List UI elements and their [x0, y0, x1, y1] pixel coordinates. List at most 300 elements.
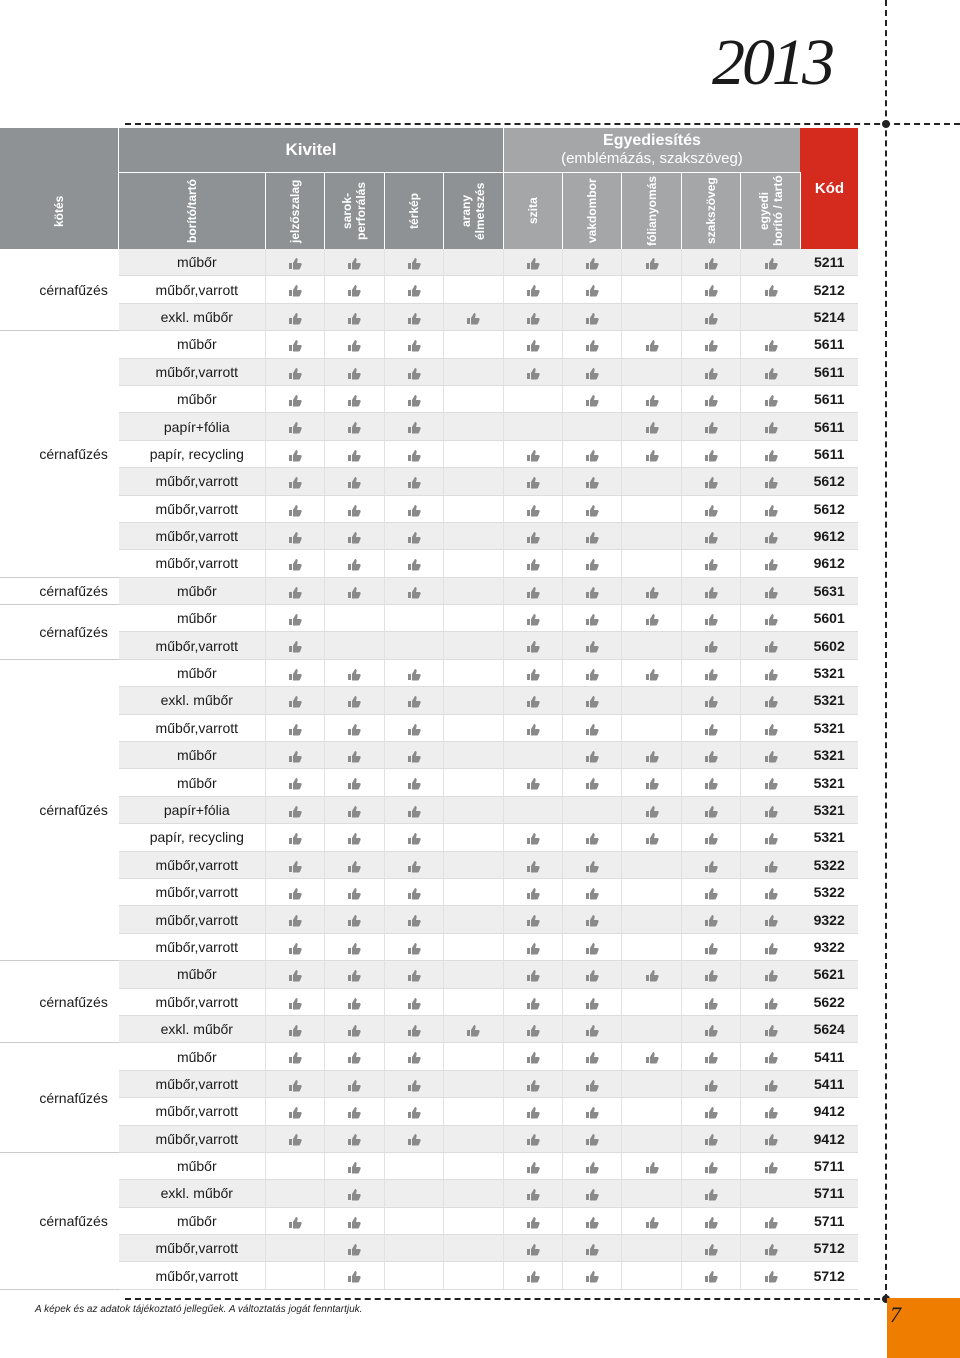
column-header-label: borító/tartó: [185, 179, 200, 243]
option-cell: [265, 495, 324, 522]
material-cell: műbőr,varrott: [119, 632, 265, 659]
code-cell: 5622: [800, 988, 858, 1015]
thumbs-up-icon: [585, 504, 599, 517]
thumbs-up-icon: [347, 1024, 361, 1037]
thumbs-up-icon: [288, 558, 302, 571]
option-cell: [741, 632, 801, 659]
material-cell: műbőr: [119, 961, 265, 988]
option-cell: [325, 742, 384, 769]
option-cell: [622, 303, 681, 330]
table-row: [0, 714, 858, 741]
thumbs-up-icon: [645, 777, 659, 790]
material-cell: műbőr,varrott: [119, 1098, 265, 1125]
option-cell: [325, 440, 384, 467]
thumbs-up-icon: [526, 1270, 540, 1283]
thumbs-up-icon: [764, 1106, 778, 1119]
option-cell: [265, 276, 324, 303]
option-cell: [503, 988, 562, 1015]
option-cell: [265, 1070, 324, 1097]
column-header: [325, 173, 384, 250]
table-row: [0, 906, 858, 933]
thumbs-up-icon: [645, 1051, 659, 1064]
option-cell: [741, 933, 801, 960]
thumbs-up-icon: [764, 531, 778, 544]
thumbs-up-icon: [347, 750, 361, 763]
option-cell: [503, 769, 562, 796]
option-cell: [444, 933, 503, 960]
option-cell: [741, 1235, 801, 1262]
option-cell: [503, 1152, 562, 1179]
option-cell: [741, 550, 801, 577]
option-cell: [444, 1125, 503, 1152]
option-cell: [622, 796, 681, 823]
thumbs-up-icon: [764, 723, 778, 736]
option-cell: [444, 769, 503, 796]
option-cell: [503, 413, 562, 440]
table-row: [0, 1235, 858, 1262]
option-cell: [444, 249, 503, 276]
thumbs-up-icon: [585, 640, 599, 653]
option-cell: [681, 1207, 740, 1234]
option-cell: [444, 687, 503, 714]
thumbs-up-icon: [347, 421, 361, 434]
option-cell: [384, 1152, 443, 1179]
thumbs-up-icon: [288, 476, 302, 489]
option-cell: [503, 331, 562, 358]
option-cell: [444, 495, 503, 522]
thumbs-up-icon: [407, 969, 421, 982]
option-cell: [384, 522, 443, 549]
option-cell: [622, 550, 681, 577]
top-cut-line: [125, 123, 960, 125]
thumbs-up-icon: [704, 367, 718, 380]
option-cell: [741, 1043, 801, 1070]
thumbs-up-icon: [347, 1079, 361, 1092]
thumbs-up-icon: [645, 1216, 659, 1229]
thumbs-up-icon: [347, 339, 361, 352]
column-header: [622, 173, 681, 250]
thumbs-up-icon: [407, 832, 421, 845]
option-cell: [503, 933, 562, 960]
option-cell: [265, 878, 324, 905]
table-row: [0, 742, 858, 769]
code-cell: 5611: [800, 385, 858, 412]
thumbs-up-icon: [645, 586, 659, 599]
option-cell: [503, 385, 562, 412]
option-cell: [384, 249, 443, 276]
thumbs-up-icon: [288, 914, 302, 927]
thumbs-up-icon: [347, 942, 361, 955]
thumbs-up-icon: [764, 1270, 778, 1283]
egyediesites-subtitle: (emblémázás, szakszöveg): [561, 150, 743, 167]
option-cell: [562, 1152, 621, 1179]
option-cell: [681, 961, 740, 988]
table-row: [0, 961, 858, 988]
option-cell: [741, 796, 801, 823]
code-cell: 9612: [800, 522, 858, 549]
option-cell: [622, 906, 681, 933]
option-cell: [681, 468, 740, 495]
thumbs-up-icon: [288, 832, 302, 845]
year-title: 2013: [712, 26, 832, 99]
option-cell: [622, 522, 681, 549]
option-cell: [503, 878, 562, 905]
option-cell: [622, 824, 681, 851]
thumbs-up-icon: [526, 312, 540, 325]
option-cell: [622, 933, 681, 960]
thumbs-up-icon: [407, 750, 421, 763]
thumbs-up-icon: [347, 805, 361, 818]
material-cell: műbőr: [119, 1152, 265, 1179]
option-cell: [681, 1043, 740, 1070]
option-cell: [325, 550, 384, 577]
thumbs-up-icon: [526, 942, 540, 955]
thumbs-up-icon: [585, 997, 599, 1010]
option-cell: [265, 468, 324, 495]
material-cell: műbőr: [119, 605, 265, 632]
option-cell: [265, 714, 324, 741]
option-cell: [681, 714, 740, 741]
code-cell: 5631: [800, 577, 858, 604]
option-cell: [741, 522, 801, 549]
thumbs-up-icon: [764, 586, 778, 599]
thumbs-up-icon: [288, 723, 302, 736]
thumbs-up-icon: [764, 1133, 778, 1146]
thumbs-up-icon: [764, 558, 778, 571]
option-cell: [384, 550, 443, 577]
thumbs-up-icon: [704, 640, 718, 653]
option-cell: [325, 1180, 384, 1207]
code-cell: 5321: [800, 824, 858, 851]
option-cell: [741, 468, 801, 495]
option-cell: [384, 577, 443, 604]
header-blank: [0, 128, 119, 173]
option-cell: [444, 1235, 503, 1262]
option-cell: [681, 1262, 740, 1289]
option-cell: [503, 796, 562, 823]
option-cell: [265, 1125, 324, 1152]
thumbs-up-icon: [764, 1051, 778, 1064]
option-cell: [681, 632, 740, 659]
column-header-label: térkép: [406, 192, 421, 230]
thumbs-up-icon: [407, 1106, 421, 1119]
code-cell: 9322: [800, 933, 858, 960]
option-cell: [741, 742, 801, 769]
option-cell: [444, 1015, 503, 1042]
option-cell: [444, 796, 503, 823]
option-cell: [503, 1070, 562, 1097]
code-cell: 5411: [800, 1070, 858, 1097]
table-row: [0, 1043, 858, 1070]
option-cell: [325, 714, 384, 741]
thumbs-up-icon: [704, 257, 718, 270]
option-cell: [384, 276, 443, 303]
thumbs-up-icon: [347, 1216, 361, 1229]
option-cell: [503, 440, 562, 467]
option-cell: [444, 1098, 503, 1125]
option-cell: [384, 687, 443, 714]
option-cell: [741, 1180, 801, 1207]
thumbs-up-icon: [704, 531, 718, 544]
option-cell: [325, 358, 384, 385]
option-cell: [681, 495, 740, 522]
option-cell: [681, 878, 740, 905]
option-cell: [503, 1043, 562, 1070]
thumbs-up-icon: [764, 504, 778, 517]
table-row: [0, 358, 858, 385]
thumbs-up-icon: [407, 668, 421, 681]
thumbs-up-icon: [585, 723, 599, 736]
material-cell: műbőr,varrott: [119, 1125, 265, 1152]
thumbs-up-icon: [585, 312, 599, 325]
option-cell: [503, 1180, 562, 1207]
option-cell: [622, 331, 681, 358]
thumbs-up-icon: [585, 1106, 599, 1119]
thumbs-up-icon: [526, 1188, 540, 1201]
option-cell: [741, 1125, 801, 1152]
thumbs-up-icon: [288, 284, 302, 297]
thumbs-up-icon: [645, 668, 659, 681]
thumbs-up-icon: [526, 284, 540, 297]
thumbs-up-icon: [288, 1216, 302, 1229]
thumbs-up-icon: [526, 640, 540, 653]
kotes-cell: cérnafűzés: [28, 1043, 119, 1153]
thumbs-up-icon: [764, 1216, 778, 1229]
code-cell: 5321: [800, 796, 858, 823]
table-row: [0, 385, 858, 412]
thumbs-up-icon: [704, 997, 718, 1010]
option-cell: [444, 358, 503, 385]
thumbs-up-icon: [704, 942, 718, 955]
option-cell: [562, 906, 621, 933]
thumbs-up-icon: [526, 668, 540, 681]
option-cell: [265, 1262, 324, 1289]
option-cell: [384, 1015, 443, 1042]
table-row: [0, 249, 858, 276]
code-cell: 5321: [800, 687, 858, 714]
kotes-cell: cérnafűzés: [28, 1152, 119, 1289]
thumbs-up-icon: [407, 887, 421, 900]
thumbs-up-icon: [347, 449, 361, 462]
option-cell: [265, 742, 324, 769]
option-cell: [265, 1098, 324, 1125]
thumbs-up-icon: [288, 1133, 302, 1146]
table-row: [0, 1180, 858, 1207]
option-cell: [622, 714, 681, 741]
table-row: [0, 413, 858, 440]
thumbs-up-icon: [288, 997, 302, 1010]
thumbs-up-icon: [407, 504, 421, 517]
thumbs-up-icon: [585, 777, 599, 790]
option-cell: [384, 440, 443, 467]
thumbs-up-icon: [585, 750, 599, 763]
option-cell: [325, 1125, 384, 1152]
option-cell: [503, 824, 562, 851]
thumbs-up-icon: [407, 777, 421, 790]
thumbs-up-icon: [347, 1243, 361, 1256]
option-cell: [741, 1015, 801, 1042]
thumbs-up-icon: [585, 1243, 599, 1256]
table-row: [0, 824, 858, 851]
option-cell: [741, 303, 801, 330]
column-header-label: szita: [525, 197, 540, 225]
thumbs-up-icon: [585, 1024, 599, 1037]
thumbs-up-icon: [704, 1079, 718, 1092]
thumbs-up-icon: [407, 421, 421, 434]
table-row: [0, 276, 858, 303]
column-header: [384, 173, 443, 250]
option-cell: [741, 988, 801, 1015]
thumbs-up-icon: [526, 476, 540, 489]
material-cell: exkl. műbőr: [119, 1015, 265, 1042]
thumbs-up-icon: [407, 914, 421, 927]
thumbs-up-icon: [585, 860, 599, 873]
option-cell: [325, 1235, 384, 1262]
row-spacer: [0, 1043, 28, 1153]
thumbs-up-icon: [347, 997, 361, 1010]
option-cell: [503, 1098, 562, 1125]
option-cell: [325, 413, 384, 440]
thumbs-up-icon: [704, 805, 718, 818]
option-cell: [384, 495, 443, 522]
thumbs-up-icon: [585, 1270, 599, 1283]
thumbs-up-icon: [704, 1188, 718, 1201]
option-cell: [503, 714, 562, 741]
option-cell: [444, 331, 503, 358]
code-cell: 5624: [800, 1015, 858, 1042]
thumbs-up-icon: [347, 887, 361, 900]
option-cell: [741, 659, 801, 686]
option-cell: [562, 1098, 621, 1125]
material-cell: műbőr,varrott: [119, 550, 265, 577]
option-cell: [741, 385, 801, 412]
code-cell: 5411: [800, 1043, 858, 1070]
option-cell: [444, 577, 503, 604]
option-cell: [741, 1207, 801, 1234]
option-cell: [325, 824, 384, 851]
option-cell: [503, 276, 562, 303]
thumbs-up-icon: [585, 887, 599, 900]
option-cell: [325, 468, 384, 495]
option-cell: [622, 276, 681, 303]
thumbs-up-icon: [288, 860, 302, 873]
table-row: [0, 468, 858, 495]
option-cell: [622, 878, 681, 905]
thumbs-up-icon: [347, 476, 361, 489]
column-header-label: szakszöveg: [704, 177, 719, 245]
thumbs-up-icon: [526, 367, 540, 380]
thumbs-up-icon: [704, 860, 718, 873]
option-cell: [741, 769, 801, 796]
option-cell: [562, 468, 621, 495]
option-cell: [503, 659, 562, 686]
option-cell: [741, 413, 801, 440]
code-cell: 5612: [800, 468, 858, 495]
thumbs-up-icon: [526, 1133, 540, 1146]
option-cell: [741, 249, 801, 276]
code-cell: 5611: [800, 440, 858, 467]
thumbs-up-icon: [526, 695, 540, 708]
option-cell: [562, 1262, 621, 1289]
option-cell: [265, 605, 324, 632]
option-cell: [681, 1015, 740, 1042]
material-cell: műbőr,varrott: [119, 276, 265, 303]
code-cell: 9412: [800, 1098, 858, 1125]
column-header-label: jelzőszalag: [287, 179, 302, 243]
thumbs-up-icon: [347, 1270, 361, 1283]
option-cell: [265, 249, 324, 276]
option-cell: [325, 769, 384, 796]
option-cell: [325, 1207, 384, 1234]
thumbs-up-icon: [347, 668, 361, 681]
material-cell: műbőr: [119, 1207, 265, 1234]
thumbs-up-icon: [288, 1106, 302, 1119]
thumbs-up-icon: [704, 1133, 718, 1146]
thumbs-up-icon: [407, 394, 421, 407]
thumbs-up-icon: [764, 421, 778, 434]
option-cell: [681, 933, 740, 960]
material-cell: műbőr,varrott: [119, 1235, 265, 1262]
option-cell: [562, 385, 621, 412]
option-cell: [622, 1070, 681, 1097]
option-cell: [384, 714, 443, 741]
option-cell: [325, 522, 384, 549]
material-cell: műbőr,varrott: [119, 468, 265, 495]
row-spacer: [0, 331, 28, 578]
material-cell: exkl. műbőr: [119, 687, 265, 714]
option-cell: [325, 1152, 384, 1179]
option-cell: [325, 687, 384, 714]
thumbs-up-icon: [407, 695, 421, 708]
option-cell: [444, 413, 503, 440]
option-cell: [325, 878, 384, 905]
thumbs-up-icon: [347, 1188, 361, 1201]
option-cell: [622, 851, 681, 878]
thumbs-up-icon: [526, 449, 540, 462]
thumbs-up-icon: [704, 394, 718, 407]
thumbs-up-icon: [288, 531, 302, 544]
thumbs-up-icon: [585, 695, 599, 708]
option-cell: [325, 276, 384, 303]
option-cell: [265, 358, 324, 385]
code-cell: 5321: [800, 659, 858, 686]
thumbs-up-icon: [764, 750, 778, 763]
option-cell: [622, 1180, 681, 1207]
option-cell: [562, 276, 621, 303]
thumbs-up-icon: [407, 860, 421, 873]
option-cell: [503, 687, 562, 714]
material-cell: műbőr: [119, 742, 265, 769]
option-cell: [681, 413, 740, 440]
option-cell: [384, 385, 443, 412]
table-row: [0, 687, 858, 714]
table-row: [0, 303, 858, 330]
option-cell: [681, 742, 740, 769]
option-cell: [681, 1152, 740, 1179]
option-cell: [265, 331, 324, 358]
material-cell: papír, recycling: [119, 824, 265, 851]
option-cell: [622, 1043, 681, 1070]
table-row: [0, 331, 858, 358]
thumbs-up-icon: [407, 942, 421, 955]
thumbs-up-icon: [288, 339, 302, 352]
option-cell: [384, 1125, 443, 1152]
option-cell: [741, 1070, 801, 1097]
option-cell: [681, 1235, 740, 1262]
material-cell: műbőr: [119, 385, 265, 412]
option-cell: [741, 1262, 801, 1289]
option-cell: [503, 605, 562, 632]
